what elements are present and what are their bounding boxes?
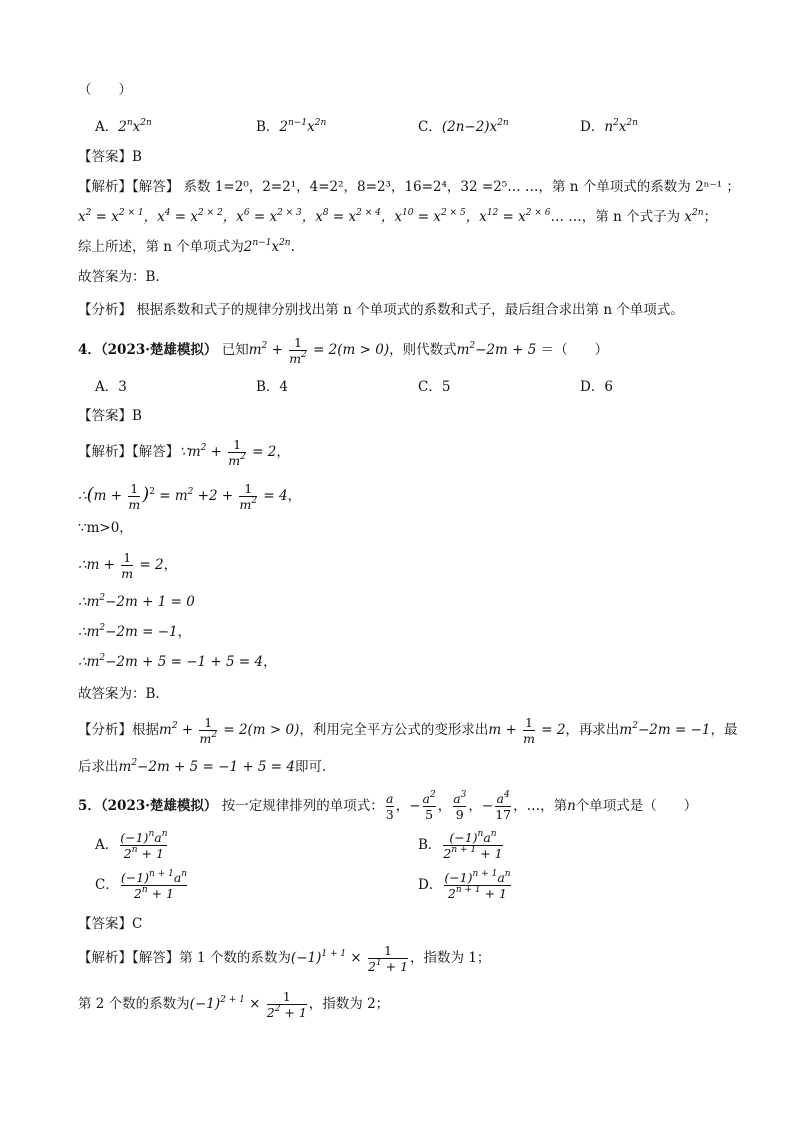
q4-step-2: ∴(m + $\frac{1}{m}$ )$^2 = m^2 +2$ + $\frac{1}{m^2}$ = 4， <box>78 481 302 512</box>
q3-option-c: C．$(2n-2)x^{2n}$ <box>418 118 509 135</box>
q4-answer: 【答案】B <box>78 408 142 424</box>
q4-fenxi-1: 【分析】根据$m^2$ + $\frac{1}{m^2}$ = 2(m > 0)，利用完全平方公式的变形求出m + $\frac{1}{m}$ = 2，再求出$m^2-2m = -1$，最 <box>78 715 738 746</box>
q5-option-c: C． $\frac{(-1)^{n + 1}a^n}{2^n + 1}$ <box>95 869 188 901</box>
q4-fenxi-2: 后求出$m^2-2m + 5 = -1 + 5 = 4$即可. <box>78 758 327 775</box>
q3-summary: 综上所述，第 n 个单项式为$2^{n-1}x^{2n}$. <box>78 238 295 255</box>
q5-step-1: 【解析】【解答】第 1 个数的系数为$(-1)^{1 + 1}$ × $\frac{1}{2^1 + 1}$ ，指数为 1； <box>78 943 491 974</box>
q4-option-d: D．6 <box>580 379 613 395</box>
q3-fenxi: 【分析】 根据系数和式子的规律分别找出第 n 个单项式的系数和式子，最后组合求出第 n 个单项式。 <box>78 302 684 318</box>
q3-answer: 【答案】B <box>78 149 142 165</box>
q5-answer: 【答案】C <box>78 916 143 932</box>
q4-conclusion: 故答案为：B. <box>78 686 160 702</box>
q4-stem: 4．（2023·楚雄模拟） 已知$m^2$ + $\frac{1}{m^2}$ = 2(m > 0)，则代数式$m^2-2m + 5$ ＝（ ） <box>78 335 609 366</box>
q4-option-b: B．4 <box>256 379 289 395</box>
q3-analysis-2: $x^2 = x^{2 \times 1}$，$x^4 = x^{2 \times 2}$，$x^6 = x^{2 \times 3}$，$x^8 = x^{2 \times 4}$，$x^{10} = x^{2 \times 5}$，$x^{12}$ = $x^{2 \times 6}\dots$ …，第 n 个式子为 $x^{2n}$； <box>78 208 718 225</box>
q5-option-d: D． $\frac{(-1)^{n + 1}a^n}{2^{n + 1} + 1}$ <box>418 869 511 901</box>
q5-step-2: 第 2 个数的系数为$(-1)^{2 + 1}$ × $\frac{1}{2^2 + 1}$ ，指数为 2； <box>78 989 390 1020</box>
q4-step-7: $\therefore m^2-2m + 5 = -1 + 5 = 4$， <box>78 653 277 670</box>
q3-option-d: D．$n^2x^{2n}$ <box>580 118 638 135</box>
q4-step-5: $\therefore m^2-2m + 1 = 0$ <box>78 593 195 610</box>
q4-step-3: ∵m>0， <box>78 520 133 536</box>
q4-option-c: C．5 <box>418 379 451 395</box>
q4-step-6: $\therefore m^2-2m = -1$， <box>78 623 192 640</box>
q3-option-a: A．$2^nx^{2n}$ <box>95 118 152 135</box>
q4-step-1: 【解析】【解答】$\because m^2$ + $\frac{1}{m^2}$ = 2， <box>78 437 290 468</box>
q5-option-b: B． $(-1)^na^n$ $2^{n + 1} + 1$ <box>418 829 503 861</box>
q3-option-b: B．$2^{n-1}x^{2n}$ <box>256 118 327 135</box>
q5-option-a: A． $(-1)^na^n$ $2^n + 1$ <box>95 829 168 861</box>
q3-conclusion: 故答案为：B. <box>78 269 160 285</box>
q4-option-a: A．3 <box>95 379 127 395</box>
q5-stem: 5．（2023·楚雄模拟） 按一定规律排列的单项式： $\frac{a}{3}$ ，− $\frac{a^2}{5}$ ， $\frac{a^3}{9}$ ，− $\frac{a^4}{17}$ ，…，第n个单项式是（ ） <box>78 790 698 822</box>
q4-step-4: ∴m + $\frac{1}{m}$ = 2， <box>78 550 178 581</box>
q3-paren: （ ） <box>78 82 132 98</box>
q3-analysis-1: 【解析】【解答】 系数 1=2⁰，2=2¹，4=2²，8=2³，16=2⁴，32 =2⁵… …，第 n 个单项式的系数为 2ⁿ⁻¹ ； <box>78 179 740 195</box>
